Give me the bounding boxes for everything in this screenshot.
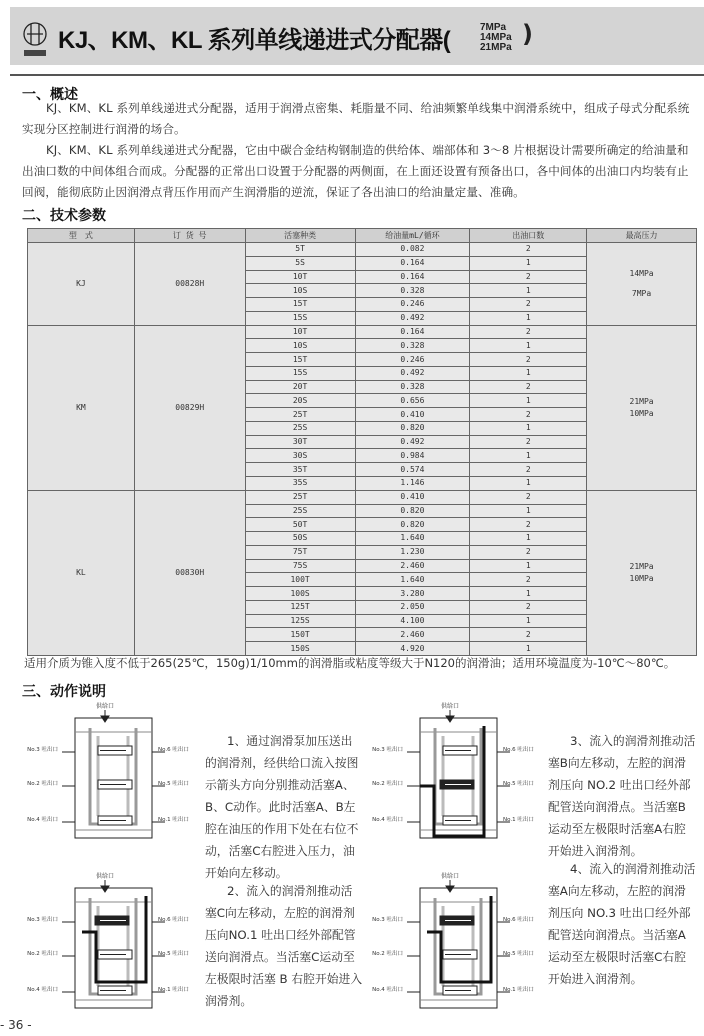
outlet-label: No.6 吐出口 <box>503 747 534 753</box>
volume-cell: 0.246 <box>355 353 470 367</box>
volume-cell: 2.460 <box>355 628 470 642</box>
inlet-arrow-icon <box>101 710 109 722</box>
outlet-label: No.1 吐出口 <box>503 817 534 823</box>
volume-cell: 0.082 <box>355 243 470 257</box>
outlets-cell: 1 <box>470 614 587 628</box>
volume-cell: 1.640 <box>355 573 470 587</box>
outlet-label: No.4 吐出口 <box>27 987 58 993</box>
piston-cell: 25T <box>245 490 355 504</box>
volume-cell: 1.146 <box>355 477 470 491</box>
piston-cell: 5S <box>245 256 355 270</box>
specs-table <box>27 228 697 656</box>
col-pressure: 最高压力 <box>587 229 697 243</box>
pressure-value: 21MPa <box>629 561 654 571</box>
pressure-value: 10MPa <box>629 408 654 418</box>
order-cell: 00830H <box>134 490 245 655</box>
outlet-label: No.2 吐出口 <box>372 781 403 787</box>
inlet-label: 供给口 <box>440 703 460 710</box>
piston-cell: 100S <box>245 587 355 601</box>
piston-cell: 20S <box>245 394 355 408</box>
pressure-7: 7MPa <box>480 22 507 33</box>
piston-cell: 150S <box>245 642 355 656</box>
volume-cell: 0.656 <box>355 394 470 408</box>
outlets-cell: 2 <box>470 353 587 367</box>
outlets-cell: 1 <box>470 587 587 601</box>
outlets-cell: 1 <box>470 339 587 353</box>
outlet-label: No.2 吐出口 <box>372 951 403 957</box>
diagram-step-4 <box>372 872 534 1016</box>
piston-cell: 50T <box>245 518 355 532</box>
outlet-label: No.5 吐出口 <box>503 951 534 957</box>
col-outlets: 出油口数 <box>470 229 587 243</box>
piston-cell: 5T <box>245 243 355 257</box>
piston-cell: 75S <box>245 559 355 573</box>
outlets-cell: 2 <box>470 298 587 312</box>
order-cell: 00829H <box>134 325 245 490</box>
outlets-cell: 2 <box>470 600 587 614</box>
outlets-cell: 1 <box>470 504 587 518</box>
outlets-cell: 2 <box>470 325 587 339</box>
outlets-cell: 1 <box>470 394 587 408</box>
volume-cell: 4.920 <box>355 642 470 656</box>
volume-cell: 0.820 <box>355 504 470 518</box>
outlets-cell: 2 <box>470 243 587 257</box>
outlet-label: No.6 吐出口 <box>158 747 189 753</box>
col-piston: 活塞种类 <box>245 229 355 243</box>
volume-cell: 0.410 <box>355 408 470 422</box>
volume-cell: 0.246 <box>355 298 470 312</box>
volume-cell: 0.820 <box>355 421 470 435</box>
outlet-label: No.5 吐出口 <box>503 781 534 787</box>
outlet-label: No.1 吐出口 <box>503 987 534 993</box>
outlets-cell: 2 <box>470 380 587 394</box>
piston-cell: 25S <box>245 421 355 435</box>
col-model: 型 式 <box>28 229 135 243</box>
outlet-label: No.3 吐出口 <box>27 917 58 923</box>
section-operation-heading: 三、动作说明 <box>22 684 106 700</box>
piston-cell: 15S <box>245 311 355 325</box>
volume-cell: 2.050 <box>355 600 470 614</box>
inlet-arrow-icon <box>101 880 109 892</box>
pressure-value: 14MPa <box>629 268 654 278</box>
inlet-arrow-icon <box>446 880 454 892</box>
piston-cell: 35T <box>245 463 355 477</box>
outlet-label: No.5 吐出口 <box>158 781 189 787</box>
outlets-cell: 1 <box>470 449 587 463</box>
table-row <box>28 325 697 339</box>
outlet-label: No.1 吐出口 <box>158 987 189 993</box>
volume-cell: 0.328 <box>355 339 470 353</box>
section-overview-heading: 一、概述 <box>22 87 78 103</box>
outlets-cell: 1 <box>470 421 587 435</box>
pressure-value: 7MPa <box>631 288 652 298</box>
medium-note: 适用介质为锥入度不低于265(25℃，150g)1/10mm的润滑脂或粘度等级大于N120的润滑油；适用环境温度为-10℃～80℃。 <box>24 656 676 670</box>
pressure-14: 14MPa <box>480 32 512 43</box>
outlet-label: No.3 吐出口 <box>27 747 58 753</box>
piston-cell: 100T <box>245 573 355 587</box>
outlets-cell: 2 <box>470 518 587 532</box>
volume-cell: 0.164 <box>355 325 470 339</box>
piston-cell: 10T <box>245 325 355 339</box>
volume-cell: 0.492 <box>355 435 470 449</box>
outlets-cell: 2 <box>470 408 587 422</box>
table-row <box>28 243 697 257</box>
pressure-cell <box>587 243 697 326</box>
outlets-cell: 1 <box>470 642 587 656</box>
volume-cell: 0.492 <box>355 311 470 325</box>
pressure-list <box>480 23 512 53</box>
outlets-cell: 1 <box>470 284 587 298</box>
piston-cell: 15T <box>245 353 355 367</box>
outlet-label: No.6 吐出口 <box>503 917 534 923</box>
outlets-cell: 2 <box>470 545 587 559</box>
table-row <box>28 490 697 504</box>
piston-cell: 125S <box>245 614 355 628</box>
piston-cell: 10T <box>245 270 355 284</box>
outlet-label: No.2 吐出口 <box>27 781 58 787</box>
piston-cell: 25T <box>245 408 355 422</box>
outlet-label: No.4 吐出口 <box>27 817 58 823</box>
outlet-label: No.4 吐出口 <box>372 987 403 993</box>
piston-cell: 150T <box>245 628 355 642</box>
outlet-label: No.6 吐出口 <box>158 917 189 923</box>
piston-cell: 30T <box>245 435 355 449</box>
step-2-text: 2、流入的润滑剂推动活塞C向左移动，左腔的润滑剂压向NO.1 吐出口经外部配管送向润滑点。当活塞C运动至左极限时活塞 B 右腔开始进入润滑剂。 <box>205 884 363 1008</box>
pressure-21: 21MPa <box>480 42 512 53</box>
model-cell: KM <box>28 325 135 490</box>
col-order: 订 货 号 <box>134 229 245 243</box>
diagram-step-2 <box>27 872 189 1016</box>
outlets-cell: 1 <box>470 559 587 573</box>
outlets-cell: 2 <box>470 435 587 449</box>
diagram-step-3 <box>372 702 534 846</box>
inlet-arrow-icon <box>446 710 454 722</box>
overview-paragraph-1: KJ、KM、KL 系列单线递进式分配器，适用于润滑点密集、耗脂量不同、给油频繁单线集中润滑系统中，组成子母式分配系统实现分区控制进行润滑的场合。 <box>22 101 690 136</box>
page-title: KJ、KM、KL 系列单线递进式分配器( <box>58 27 451 54</box>
inlet-label: 供给口 <box>95 873 115 880</box>
page-number: - 36 - <box>0 1018 32 1032</box>
outlets-cell: 1 <box>470 256 587 270</box>
header-divider <box>10 74 704 76</box>
outlet-label: No.5 吐出口 <box>158 951 189 957</box>
volume-cell: 4.100 <box>355 614 470 628</box>
piston-cell: 35S <box>245 477 355 491</box>
model-cell: KL <box>28 490 135 655</box>
piston-cell: 10S <box>245 339 355 353</box>
volume-cell: 0.328 <box>355 284 470 298</box>
outlet-label: No.1 吐出口 <box>158 817 189 823</box>
piston-cell: 75T <box>245 545 355 559</box>
inlet-label: 供给口 <box>95 703 115 710</box>
piston-cell: 15T <box>245 298 355 312</box>
step-4-text: 4、流入的润滑剂推动活塞A向左移动，左腔的润滑剂压向 NO.3 吐出口经外部配管送向润滑点。当活塞A运动至左极限时活塞C右腔开始进入润滑剂。 <box>548 862 696 986</box>
pressure-cell <box>587 325 697 490</box>
outlets-cell: 1 <box>470 366 587 380</box>
piston-cell: 125T <box>245 600 355 614</box>
diagram-step-1 <box>27 702 189 846</box>
order-cell: 00828H <box>134 243 245 326</box>
piston-cell: 15S <box>245 366 355 380</box>
volume-cell: 0.492 <box>355 366 470 380</box>
outlet-label: No.2 吐出口 <box>27 951 58 957</box>
outlets-cell: 2 <box>470 463 587 477</box>
step-1-text: 1、通过润滑泵加压送出的润滑剂，经供给口流入按图示箭头方向分别推动活塞A、B、C动作。此时活塞A、B左腔在油压的作用下处在右位不动，活塞C右腔进入压力，油开始向左移动。 <box>205 734 359 880</box>
step-3-text: 3、流入的润滑剂推动活塞B向左移动，左腔的润滑剂压向 NO.2 吐出口经外部配管送向润滑点。当活塞B运动至左极限时活塞A右腔开始进入润滑剂。 <box>548 734 696 858</box>
volume-cell: 0.410 <box>355 490 470 504</box>
volume-cell: 2.460 <box>355 559 470 573</box>
company-logo <box>22 20 48 60</box>
pressure-value: 10MPa <box>629 573 654 583</box>
outlets-cell: 1 <box>470 311 587 325</box>
piston-cell: 30S <box>245 449 355 463</box>
piston-cell: 50S <box>245 532 355 546</box>
piston-cell: 20T <box>245 380 355 394</box>
volume-cell: 1.640 <box>355 532 470 546</box>
outlets-cell: 2 <box>470 573 587 587</box>
outlets-cell: 2 <box>470 628 587 642</box>
outlets-cell: 1 <box>470 532 587 546</box>
table-header-row <box>28 229 697 243</box>
model-cell: KJ <box>28 243 135 326</box>
volume-cell: 0.328 <box>355 380 470 394</box>
outlet-label: No.3 吐出口 <box>372 917 403 923</box>
outlets-cell: 2 <box>470 270 587 284</box>
volume-cell: 0.164 <box>355 270 470 284</box>
piston-cell: 25S <box>245 504 355 518</box>
pressure-value: 21MPa <box>629 396 654 406</box>
outlet-label: No.3 吐出口 <box>372 747 403 753</box>
pressure-cell <box>587 490 697 655</box>
outlets-cell: 2 <box>470 490 587 504</box>
col-volume: 给油量mL/循环 <box>355 229 470 243</box>
volume-cell: 0.164 <box>355 256 470 270</box>
piston-cell: 10S <box>245 284 355 298</box>
volume-cell: 3.280 <box>355 587 470 601</box>
overview-paragraph-2: KJ、KM、KL 系列单线递进式分配器，它由中碳合金结构钢制造的供给体、端部体和 3～8 片根据设计需要所确定的给油量和出油口数的中间体组合而成。分配器的正常出口设置于分配器的两侧面，在上面还设置有预备出口，各中间体的出油口内均装有止回阀，能彻底防止因润滑点背压作用而产生润滑脂的逆流，保证了各出油口的给油量定量、准确。 <box>22 143 689 199</box>
volume-cell: 1.230 <box>355 545 470 559</box>
volume-cell: 0.984 <box>355 449 470 463</box>
volume-cell: 0.820 <box>355 518 470 532</box>
outlet-label: No.4 吐出口 <box>372 817 403 823</box>
inlet-label: 供给口 <box>440 873 460 880</box>
title-close-paren: ) <box>522 20 533 48</box>
outlets-cell: 1 <box>470 477 587 491</box>
volume-cell: 0.574 <box>355 463 470 477</box>
section-specs-heading: 二、技术参数 <box>22 208 106 224</box>
